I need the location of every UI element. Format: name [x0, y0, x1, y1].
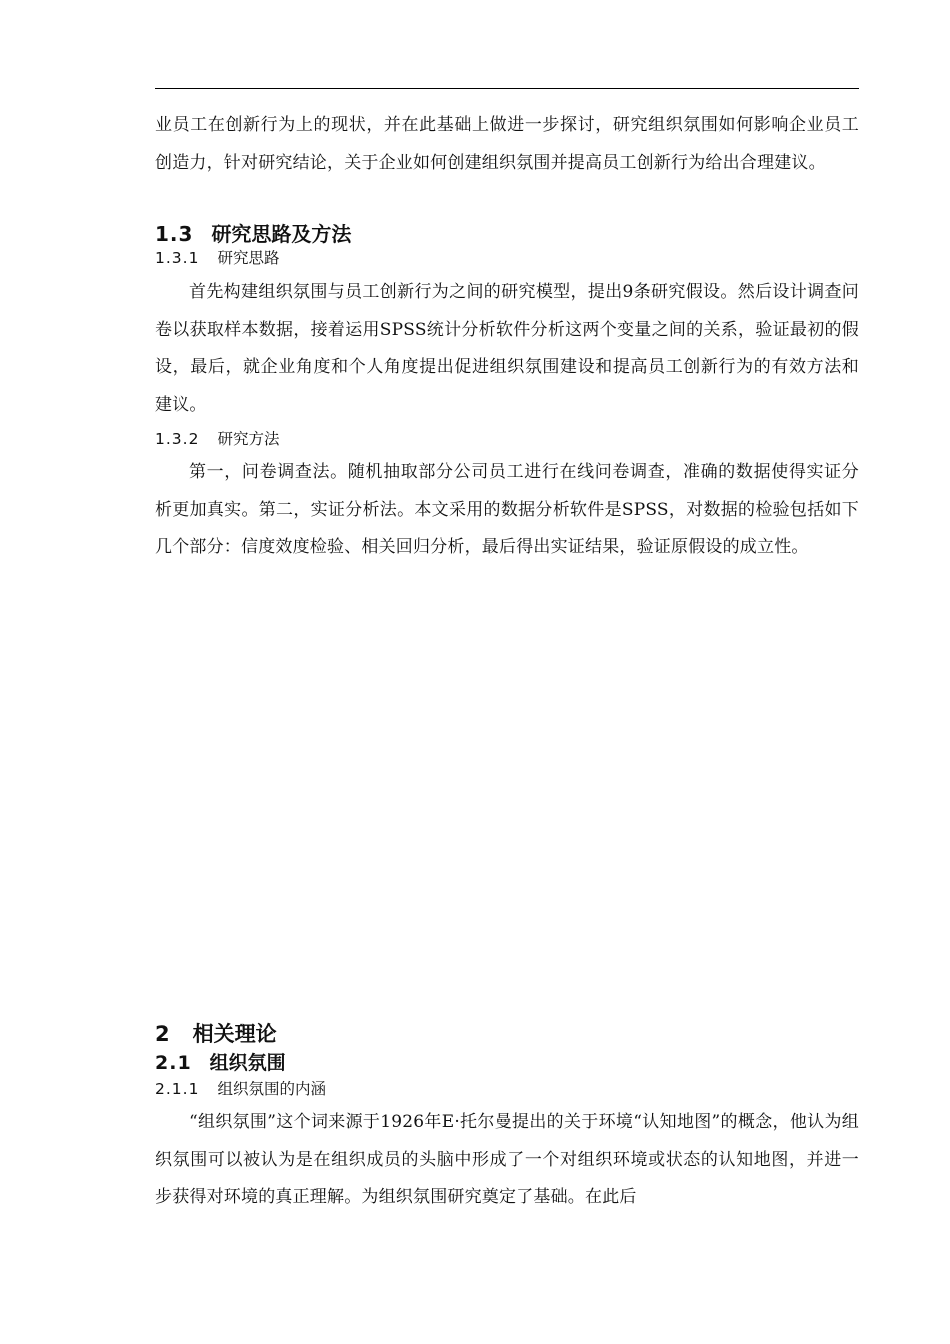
subsection-title: 研究思路 [217, 249, 280, 267]
header-rule [155, 88, 859, 89]
paragraph-text: 首先构建组织氛围与员工创新行为之间的研究模型，提出9条研究假设。然后设计调查问卷以获取样本数据，接着运用SPSS统计分析软件分析这两个变量之间的关系，验证最初的假设，最后，就企业角度和个人角度提出促进组织氛围建设和提高员工创新行为的有效方法和建议。 [155, 282, 859, 415]
subsection-number: 2.1.1 [155, 1080, 200, 1098]
paragraph-climate-definition [155, 1104, 859, 1217]
section-heading-2-1 [155, 1051, 286, 1075]
chapter-title: 相关理论 [192, 1022, 277, 1046]
subsection-number: 1.3.1 [155, 249, 200, 267]
section-heading-1-3 [155, 221, 351, 247]
subsection-title: 组织氛围的内涵 [217, 1080, 326, 1098]
chapter-number: 2 [155, 1022, 171, 1046]
subsection-heading-2-1-1 [155, 1079, 326, 1099]
chapter-heading-2 [155, 1021, 277, 1047]
paragraph-research-methods [155, 454, 859, 567]
paragraph-research-approach [155, 274, 859, 424]
section-number: 1.3 [155, 222, 194, 246]
section-number: 2.1 [155, 1052, 192, 1074]
paragraph-intro-continued [155, 107, 859, 182]
subsection-heading-1-3-2 [155, 429, 279, 449]
paragraph-text: 第一，问卷调查法。随机抽取部分公司员工进行在线问卷调查，准确的数据使得实证分析更加真实。第二，实证分析法。本文采用的数据分析软件是SPSS，对数据的检验包括如下几个部分：信度效度检验、相关回归分析，最后得出实证结果，验证原假设的成立性。 [155, 462, 859, 557]
subsection-title: 研究方法 [217, 430, 280, 448]
section-title: 组织氛围 [209, 1052, 286, 1074]
subsection-number: 1.3.2 [155, 430, 200, 448]
section-title: 研究思路及方法 [211, 222, 352, 246]
subsection-heading-1-3-1 [155, 248, 279, 268]
paragraph-text: 业员工在创新行为上的现状，并在此基础上做进一步探讨，研究组织氛围如何影响企业员工创造力，针对研究结论，关于企业如何创建组织氛围并提高员工创新行为给出合理建议。 [155, 115, 859, 173]
paragraph-text: “组织氛围”这个词来源于1926年E·托尔曼提出的关于环境“认知地图”的概念，他认为组织氛围可以被认为是在组织成员的头脑中形成了一个对组织环境或状态的认知地图，并进一步获得对环境的真正理解。为组织氛围研究奠定了基础。在此后 [155, 1112, 859, 1207]
